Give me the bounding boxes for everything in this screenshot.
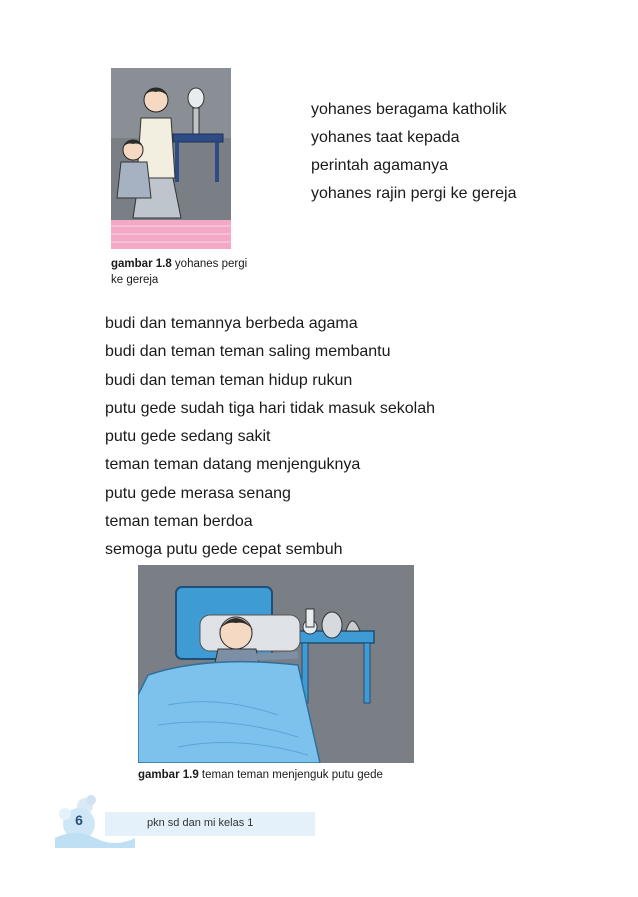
poem-line: teman teman datang menjenguknya [105, 456, 361, 474]
figure-1-9-caption-text: teman teman menjenguk putu gede [198, 769, 383, 781]
poem-line: teman teman berdoa [105, 513, 253, 531]
figure-yohanes-image [111, 68, 231, 249]
poem-line: yohanes taat kepada [311, 129, 460, 146]
poem-line: putu gede sedang sakit [105, 428, 271, 446]
book-title: pkn sd dan mi kelas 1 [147, 817, 254, 829]
figure-1-9-caption-bold: gambar 1.9 [138, 769, 199, 781]
poem-line: putu gede merasa senang [105, 484, 291, 502]
figure-1-8-caption-text: yohanes pergi ke gereja [111, 258, 248, 286]
poem-line: budi dan teman teman hidup rukun [105, 371, 353, 389]
poem-line: putu gede sudah tiga hari tidak masuk sekolah [105, 399, 435, 417]
poem-line: semoga putu gede cepat sembuh [105, 541, 343, 559]
figure-1-8-caption-bold: gambar 1.8 [111, 258, 172, 270]
poem-line: budi dan temannya berbeda agama [105, 315, 358, 332]
figure-1-9-caption [138, 769, 383, 781]
figure-1-8-caption [111, 256, 261, 288]
poem-budi-putu [105, 310, 435, 565]
figure-sick-girl-image [138, 565, 414, 763]
poem-yohanes [311, 96, 516, 208]
page-number: 6 [75, 812, 83, 828]
poem-line: yohanes rajin pergi ke gereja [311, 185, 517, 202]
poem-line: yohanes beragama katholik [311, 101, 507, 118]
poem-line: budi dan teman teman saling membantu [105, 343, 391, 361]
poem-line: perintah agamanya [311, 157, 448, 174]
